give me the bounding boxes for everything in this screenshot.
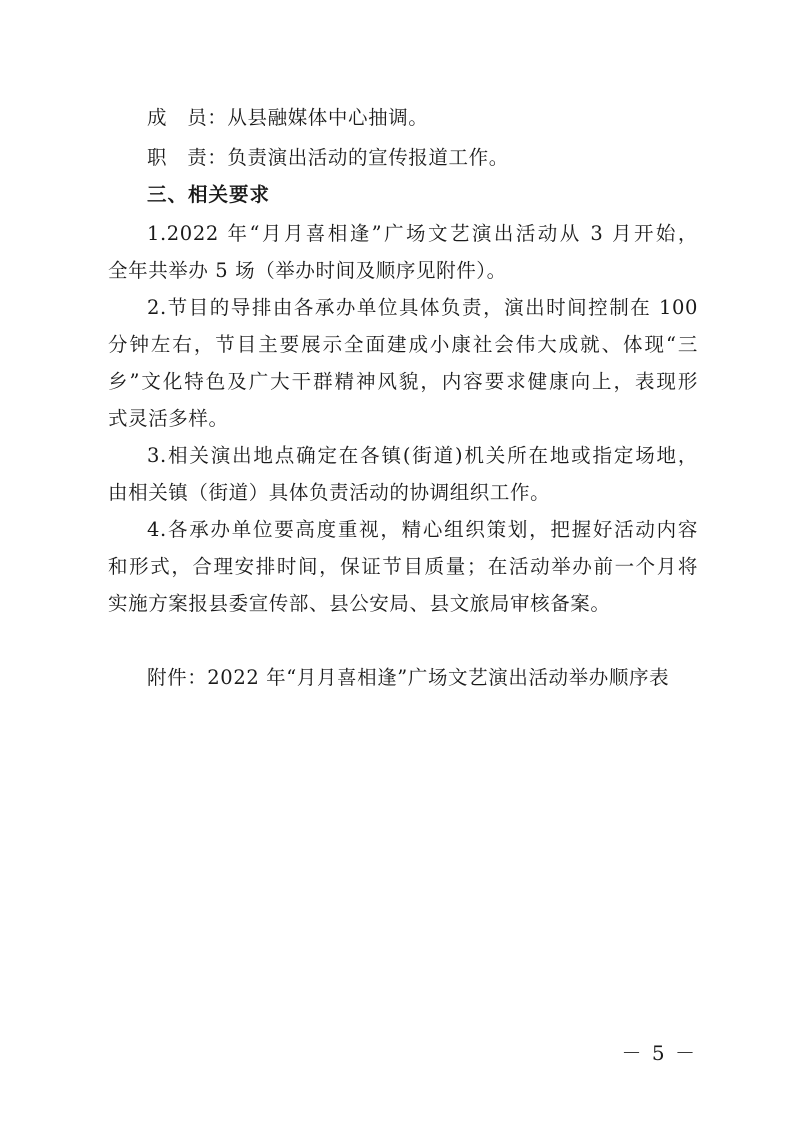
member-line: 成 员：从县融媒体中心抽调。	[147, 106, 429, 129]
page-number: － 5 －	[621, 1041, 697, 1065]
item-4-line-3: 实施方案报县委宣传部、县公安局、县文旅局审核备案。	[108, 592, 611, 615]
duty-line: 职 责：负责演出活动的宣传报道工作。	[147, 146, 509, 169]
item-2-line-3: 乡”文化特色及广大干群精神风貌，内容要求健康向上，表现形	[108, 370, 698, 393]
item-4-line-1: 4.各承办单位要高度重视，精心组织策划，把握好活动内容	[147, 518, 698, 541]
item-2-line-2: 分钟左右，节目主要展示全面建成小康社会伟大成就、体现“三	[108, 333, 698, 356]
item-1-line-1: 1.2022 年“月月喜相逢”广场文艺演出活动从 3 月开始，	[147, 222, 698, 245]
item-4-line-2: 和形式，合理安排时间，保证节目质量；在活动举办前一个月将	[108, 555, 698, 578]
section-heading-requirements: 三、相关要求	[147, 183, 271, 206]
item-3-line-1: 3.相关演出地点确定在各镇(街道)机关所在地或指定场地，	[147, 444, 698, 467]
item-1-line-2: 全年共举办 5 场（举办时间及顺序见附件）。	[108, 259, 507, 282]
item-2-line-1: 2.节目的导排由各承办单位具体负责，演出时间控制在 100	[147, 296, 698, 319]
item-3-line-2: 由相关镇（街道）具体负责活动的协调组织工作。	[108, 481, 551, 504]
item-2-line-4: 式灵活多样。	[108, 407, 229, 430]
attachment-line: 附件：2022 年“月月喜相逢”广场文艺演出活动举办顺序表	[147, 666, 670, 689]
